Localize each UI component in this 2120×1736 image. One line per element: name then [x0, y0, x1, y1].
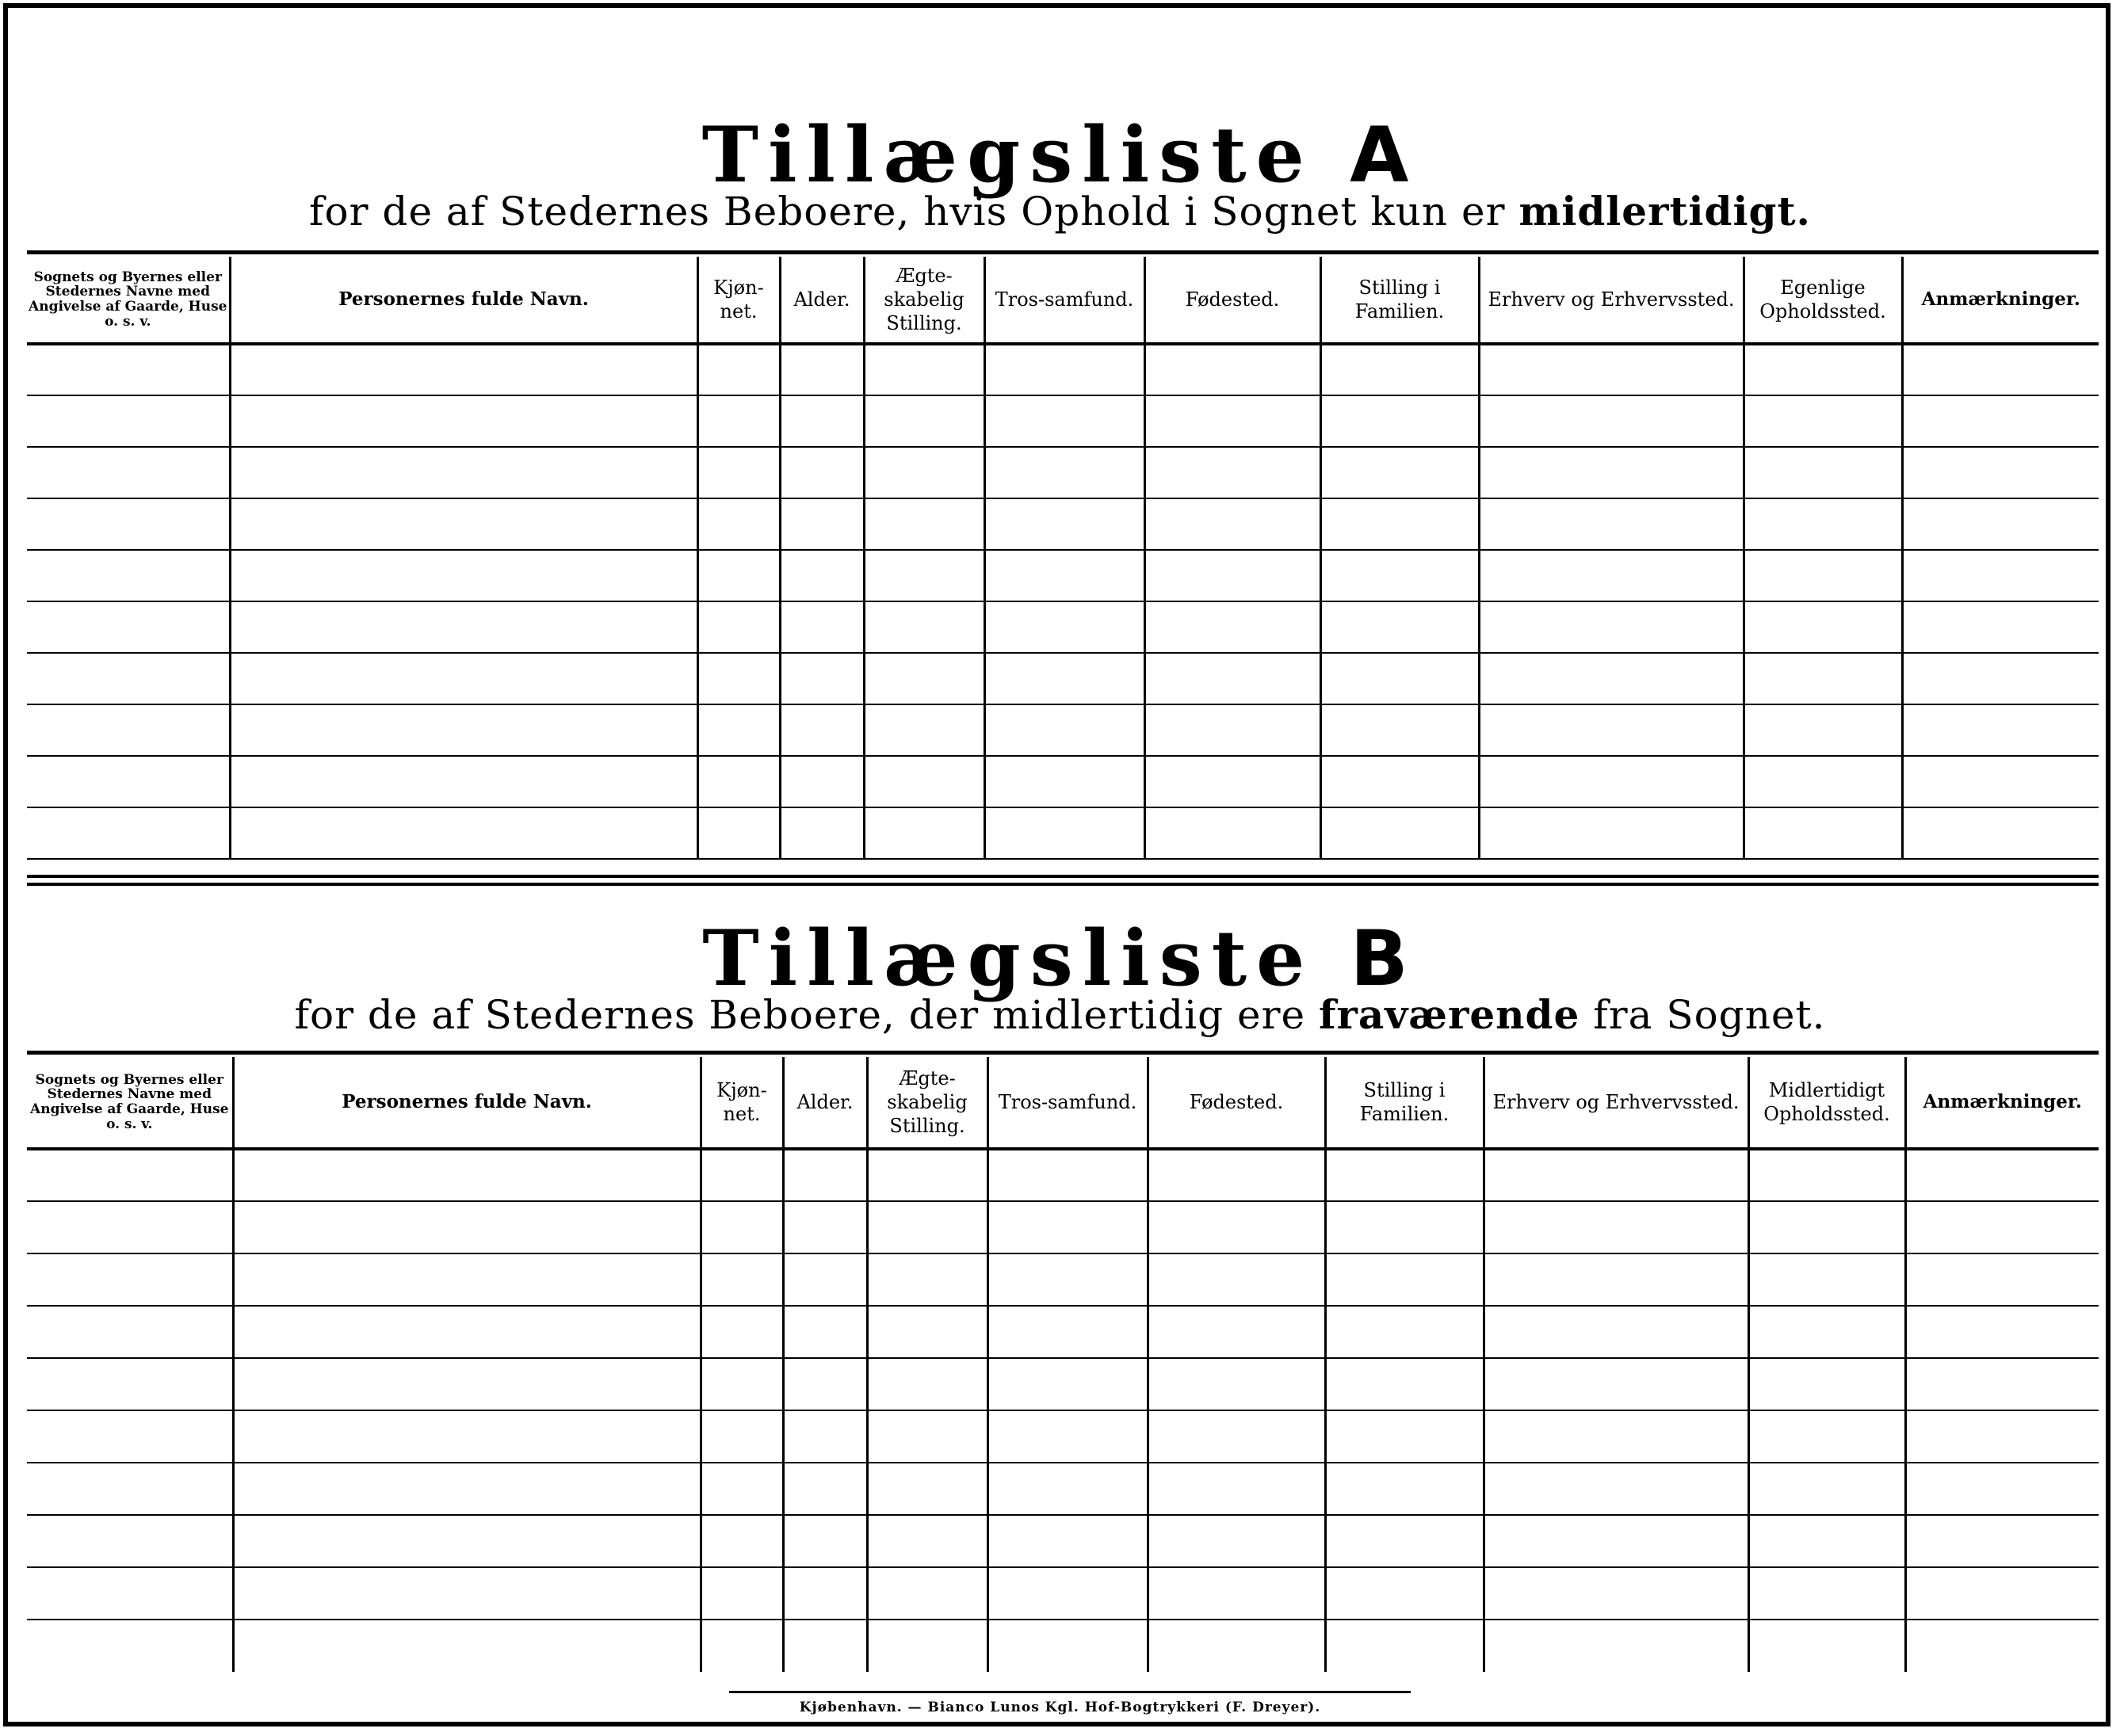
list-a-bottom-rule-2	[27, 883, 2099, 886]
list-b-subtitle-bold: fraværende	[1318, 991, 1580, 1038]
table-cell	[230, 653, 697, 704]
table-cell	[697, 498, 780, 550]
table-cell	[1320, 653, 1479, 704]
table-cell	[1148, 1201, 1325, 1253]
table-cell	[984, 756, 1144, 807]
table-row	[27, 1567, 2099, 1620]
col-occupation: Erhverv og Erhvervssted.	[1479, 257, 1744, 344]
table-cell	[1744, 807, 1902, 859]
table-cell	[697, 344, 780, 395]
table-cell	[1479, 395, 1744, 447]
table-cell	[1744, 498, 1902, 550]
table-cell	[1484, 1306, 1748, 1358]
col-birthplace: Fødested.	[1148, 1057, 1325, 1149]
table-cell	[230, 704, 697, 756]
table-cell	[783, 1463, 867, 1515]
list-b-subtitle	[0, 991, 2120, 1038]
table-cell	[1479, 807, 1744, 859]
list-a-top-rule	[27, 250, 2099, 254]
table-cell	[1484, 1149, 1748, 1201]
table-cell	[1748, 1358, 1905, 1410]
table-cell	[701, 1201, 783, 1253]
table-cell	[1148, 1253, 1325, 1306]
table-cell	[701, 1149, 783, 1201]
table-cell	[1479, 344, 1744, 395]
table-cell	[864, 601, 984, 653]
table-cell	[1148, 1515, 1325, 1567]
table-row	[27, 807, 2099, 859]
table-cell	[864, 704, 984, 756]
table-cell	[984, 807, 1144, 859]
table-cell	[27, 601, 230, 653]
table-cell	[27, 653, 230, 704]
table-cell	[987, 1253, 1148, 1306]
table-cell	[1902, 756, 2099, 807]
col-religion: Tros-samfund.	[987, 1057, 1148, 1149]
col-family-position: Stilling i Familien.	[1325, 1057, 1484, 1149]
table-cell	[1325, 1201, 1484, 1253]
table-cell	[27, 1201, 233, 1253]
table-cell	[697, 756, 780, 807]
table-cell	[1744, 447, 1902, 498]
table-cell	[1905, 1463, 2099, 1515]
table-row	[27, 704, 2099, 756]
table-cell	[1144, 807, 1320, 859]
table-cell	[1748, 1567, 1905, 1620]
table-cell	[701, 1253, 783, 1306]
table-cell	[1325, 1515, 1484, 1567]
table-cell	[1325, 1358, 1484, 1410]
table-cell	[1479, 498, 1744, 550]
list-b-subtitle-suffix: fra Sognet.	[1593, 992, 1826, 1038]
table-cell	[984, 498, 1144, 550]
table-cell	[987, 1358, 1148, 1410]
list-a-title	[0, 110, 2120, 200]
table-cell	[783, 1149, 867, 1201]
table-cell	[230, 550, 697, 601]
table-cell	[1144, 344, 1320, 395]
list-b-title-letter: B	[1350, 914, 1418, 1003]
list-a-title-word: Tillægsliste	[701, 110, 1314, 200]
table-cell	[1148, 1463, 1325, 1515]
table-cell	[780, 447, 864, 498]
list-a-subtitle	[0, 188, 2120, 235]
list-b-header-row	[27, 1057, 2099, 1149]
table-cell	[1902, 550, 2099, 601]
table-cell	[1902, 344, 2099, 395]
table-cell	[1484, 1515, 1748, 1567]
table-cell	[780, 344, 864, 395]
table-cell	[783, 1620, 867, 1672]
list-a-table	[27, 257, 2099, 860]
table-cell	[1144, 550, 1320, 601]
table-cell	[783, 1306, 867, 1358]
table-cell	[1144, 395, 1320, 447]
table-cell	[1320, 344, 1479, 395]
list-a-title-letter: A	[1350, 111, 1419, 200]
table-cell	[1748, 1515, 1905, 1567]
table-cell	[1144, 601, 1320, 653]
list-b-table	[27, 1057, 2099, 1672]
table-cell	[233, 1515, 701, 1567]
table-cell	[1905, 1306, 2099, 1358]
table-cell	[1902, 601, 2099, 653]
table-cell	[1902, 395, 2099, 447]
col-religion: Tros-samfund.	[984, 257, 1144, 344]
list-a-subtitle-prefix: for de af Stedernes Beboere, hvis Ophold i Sognet kun er	[309, 189, 1506, 235]
table-cell	[867, 1201, 987, 1253]
table-cell	[987, 1410, 1148, 1463]
table-cell	[984, 344, 1144, 395]
table-row	[27, 344, 2099, 395]
table-row	[27, 1620, 2099, 1672]
list-a-subtitle-bold: midlertidigt.	[1518, 188, 1811, 235]
table-cell	[701, 1515, 783, 1567]
table-row	[27, 447, 2099, 498]
table-cell	[867, 1253, 987, 1306]
table-cell	[783, 1515, 867, 1567]
table-cell	[867, 1306, 987, 1358]
table-cell	[1748, 1410, 1905, 1463]
table-cell	[1902, 498, 2099, 550]
list-b-subtitle-prefix: for de af Stedernes Beboere, der midlertidig ere	[294, 992, 1306, 1038]
table-cell	[867, 1567, 987, 1620]
table-cell	[984, 653, 1144, 704]
table-cell	[1744, 550, 1902, 601]
table-cell	[27, 1149, 233, 1201]
table-cell	[1144, 756, 1320, 807]
table-cell	[1905, 1410, 2099, 1463]
table-cell	[27, 1410, 233, 1463]
col-age: Alder.	[780, 257, 864, 344]
table-cell	[1325, 1149, 1484, 1201]
table-cell	[1484, 1201, 1748, 1253]
table-cell	[27, 447, 230, 498]
table-row	[27, 1358, 2099, 1410]
list-a-body	[27, 344, 2099, 859]
table-cell	[1744, 395, 1902, 447]
table-cell	[984, 550, 1144, 601]
table-cell	[1148, 1149, 1325, 1201]
table-cell	[864, 447, 984, 498]
table-cell	[1320, 756, 1479, 807]
table-cell	[1144, 653, 1320, 704]
table-cell	[780, 601, 864, 653]
col-full-name: Personernes fulde Navn.	[233, 1057, 701, 1149]
table-row	[27, 1410, 2099, 1463]
table-cell	[233, 1149, 701, 1201]
table-cell	[783, 1253, 867, 1306]
table-cell	[233, 1620, 701, 1672]
table-cell	[867, 1149, 987, 1201]
table-cell	[27, 756, 230, 807]
table-cell	[230, 498, 697, 550]
col-marital-status: Ægte-skabelig Stilling.	[864, 257, 984, 344]
table-cell	[1144, 447, 1320, 498]
col-full-name: Personernes fulde Navn.	[230, 257, 697, 344]
table-cell	[27, 807, 230, 859]
table-cell	[1748, 1149, 1905, 1201]
table-cell	[230, 344, 697, 395]
table-cell	[1905, 1201, 2099, 1253]
table-cell	[1148, 1620, 1325, 1672]
table-cell	[1479, 704, 1744, 756]
table-cell	[867, 1515, 987, 1567]
table-cell	[1320, 447, 1479, 498]
table-row	[27, 1463, 2099, 1515]
table-cell	[1902, 447, 2099, 498]
table-cell	[987, 1149, 1148, 1201]
table-cell	[233, 1201, 701, 1253]
table-cell	[697, 601, 780, 653]
table-cell	[27, 344, 230, 395]
list-b-title-word: Tillægsliste	[702, 914, 1315, 1003]
col-sex: Kjøn-net.	[697, 257, 780, 344]
table-cell	[1902, 704, 2099, 756]
table-cell	[1325, 1463, 1484, 1515]
table-row	[27, 1515, 2099, 1567]
table-cell	[1484, 1410, 1748, 1463]
table-cell	[697, 395, 780, 447]
table-row	[27, 601, 2099, 653]
table-cell	[1744, 653, 1902, 704]
table-cell	[1325, 1620, 1484, 1672]
list-b-title	[0, 914, 2120, 1003]
table-cell	[1320, 395, 1479, 447]
table-cell	[701, 1620, 783, 1672]
table-cell	[230, 807, 697, 859]
col-remarks: Anmærkninger.	[1902, 257, 2099, 344]
table-row	[27, 550, 2099, 601]
table-cell	[1148, 1306, 1325, 1358]
table-cell	[987, 1306, 1148, 1358]
table-cell	[233, 1410, 701, 1463]
table-cell	[1479, 447, 1744, 498]
table-cell	[230, 756, 697, 807]
table-cell	[1479, 550, 1744, 601]
table-cell	[230, 601, 697, 653]
table-cell	[867, 1620, 987, 1672]
table-cell	[1484, 1463, 1748, 1515]
table-cell	[1144, 704, 1320, 756]
table-cell	[27, 1620, 233, 1672]
table-cell	[1325, 1306, 1484, 1358]
table-cell	[1748, 1463, 1905, 1515]
table-cell	[783, 1201, 867, 1253]
table-cell	[864, 395, 984, 447]
table-cell	[27, 550, 230, 601]
table-cell	[1748, 1201, 1905, 1253]
table-cell	[27, 1253, 233, 1306]
table-cell	[1325, 1253, 1484, 1306]
table-cell	[697, 704, 780, 756]
col-temporary-residence: Midlertidigt Opholdssted.	[1748, 1057, 1905, 1149]
table-cell	[783, 1410, 867, 1463]
table-cell	[780, 395, 864, 447]
table-cell	[1905, 1620, 2099, 1672]
table-row	[27, 1149, 2099, 1201]
table-cell	[701, 1567, 783, 1620]
table-cell	[1320, 601, 1479, 653]
table-row	[27, 1253, 2099, 1306]
table-cell	[984, 447, 1144, 498]
table-cell	[701, 1410, 783, 1463]
table-cell	[780, 756, 864, 807]
table-cell	[233, 1358, 701, 1410]
table-cell	[233, 1306, 701, 1358]
table-cell	[27, 704, 230, 756]
table-cell	[864, 653, 984, 704]
table-cell	[984, 601, 1144, 653]
table-row	[27, 756, 2099, 807]
table-cell	[701, 1463, 783, 1515]
table-cell	[697, 447, 780, 498]
printer-imprint: Kjøbenhavn. — Bianco Lunos Kgl. Hof-Bogtrykkeri (F. Dreyer).	[799, 1700, 1321, 1715]
table-cell	[1902, 807, 2099, 859]
list-b-body	[27, 1149, 2099, 1672]
table-cell	[27, 1306, 233, 1358]
table-cell	[1148, 1567, 1325, 1620]
table-cell	[1479, 756, 1744, 807]
table-cell	[1905, 1567, 2099, 1620]
table-cell	[867, 1463, 987, 1515]
table-cell	[1744, 756, 1902, 807]
table-cell	[1748, 1620, 1905, 1672]
table-cell	[864, 344, 984, 395]
table-row	[27, 395, 2099, 447]
table-cell	[984, 704, 1144, 756]
table-cell	[864, 498, 984, 550]
table-cell	[27, 498, 230, 550]
table-cell	[1905, 1515, 2099, 1567]
table-cell	[1325, 1410, 1484, 1463]
table-row	[27, 1306, 2099, 1358]
table-cell	[987, 1201, 1148, 1253]
table-cell	[1320, 704, 1479, 756]
table-cell	[867, 1410, 987, 1463]
col-remarks: Anmærkninger.	[1905, 1057, 2099, 1149]
table-cell	[1320, 550, 1479, 601]
col-sex: Kjøn-net.	[701, 1057, 783, 1149]
table-cell	[1484, 1567, 1748, 1620]
table-cell	[1484, 1620, 1748, 1672]
table-cell	[1325, 1567, 1484, 1620]
table-cell	[27, 1358, 233, 1410]
table-cell	[27, 1567, 233, 1620]
table-cell	[27, 1515, 233, 1567]
table-cell	[780, 498, 864, 550]
table-cell	[697, 807, 780, 859]
table-cell	[987, 1567, 1148, 1620]
table-cell	[783, 1567, 867, 1620]
table-cell	[783, 1358, 867, 1410]
table-cell	[987, 1620, 1148, 1672]
table-cell	[1484, 1253, 1748, 1306]
table-row	[27, 653, 2099, 704]
table-cell	[1148, 1410, 1325, 1463]
table-cell	[1320, 807, 1479, 859]
table-cell	[233, 1253, 701, 1306]
col-family-position: Stilling i Familien.	[1320, 257, 1479, 344]
table-cell	[1320, 498, 1479, 550]
table-cell	[1748, 1253, 1905, 1306]
table-cell	[1148, 1358, 1325, 1410]
table-cell	[780, 653, 864, 704]
col-age: Alder.	[783, 1057, 867, 1149]
table-cell	[984, 395, 1144, 447]
table-cell	[864, 550, 984, 601]
table-cell	[27, 395, 230, 447]
table-cell	[701, 1358, 783, 1410]
table-cell	[701, 1306, 783, 1358]
table-cell	[1144, 498, 1320, 550]
table-cell	[1905, 1253, 2099, 1306]
table-cell	[233, 1463, 701, 1515]
table-cell	[27, 1463, 233, 1515]
table-cell	[1748, 1306, 1905, 1358]
list-a-header-row	[27, 257, 2099, 344]
table-cell	[867, 1358, 987, 1410]
table-cell	[1479, 601, 1744, 653]
col-location: Sognets og Byernes eller Stedernes Navne med Angivelse af Gaarde, Huse o. s. v.	[27, 257, 230, 344]
table-cell	[697, 550, 780, 601]
table-cell	[1905, 1358, 2099, 1410]
table-cell	[1479, 653, 1744, 704]
table-cell	[230, 395, 697, 447]
table-cell	[1744, 704, 1902, 756]
table-row	[27, 498, 2099, 550]
table-cell	[987, 1515, 1148, 1567]
footer-rule	[729, 1691, 1411, 1693]
table-cell	[233, 1567, 701, 1620]
col-occupation: Erhverv og Erhvervssted.	[1484, 1057, 1748, 1149]
table-cell	[1905, 1149, 2099, 1201]
table-cell	[864, 756, 984, 807]
table-cell	[1744, 344, 1902, 395]
table-cell	[780, 550, 864, 601]
list-b-top-rule	[27, 1051, 2099, 1055]
table-cell	[780, 704, 864, 756]
table-cell	[1744, 601, 1902, 653]
col-location: Sognets og Byernes eller Stedernes Navne med Angivelse af Gaarde, Huse o. s. v.	[27, 1057, 233, 1149]
table-cell	[780, 807, 864, 859]
col-birthplace: Fødested.	[1144, 257, 1320, 344]
list-a-bottom-rule-1	[27, 875, 2099, 878]
table-cell	[230, 447, 697, 498]
table-cell	[1902, 653, 2099, 704]
table-cell	[1484, 1358, 1748, 1410]
table-cell	[864, 807, 984, 859]
table-cell	[697, 653, 780, 704]
col-marital-status: Ægte-skabelig Stilling.	[867, 1057, 987, 1149]
table-cell	[987, 1463, 1148, 1515]
table-row	[27, 1201, 2099, 1253]
col-residence: Egenlige Opholdssted.	[1744, 257, 1902, 344]
